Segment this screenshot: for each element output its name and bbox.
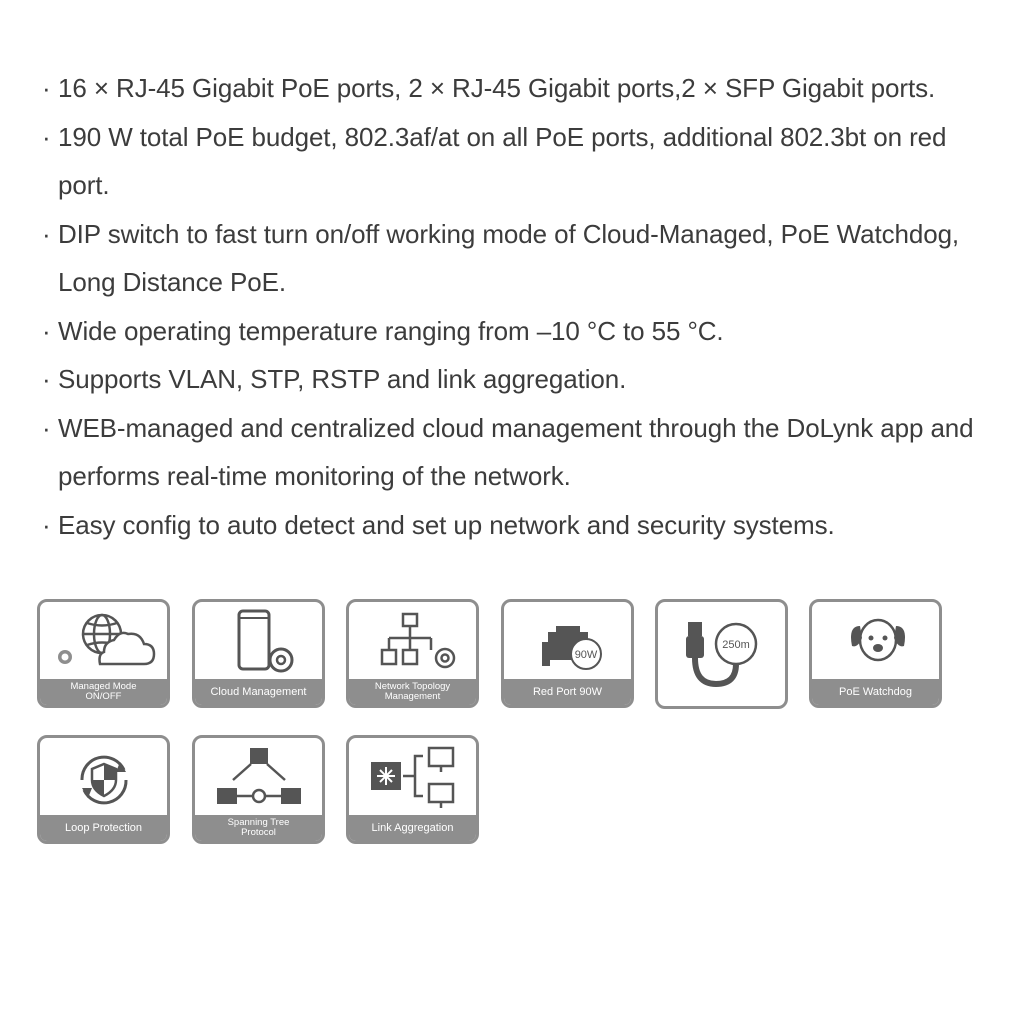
- network-topology-tile: [346, 599, 479, 708]
- poe-watchdog-tile: [809, 599, 942, 708]
- managed-mode-tile: [37, 599, 170, 708]
- feature-item: · Supports VLAN, STP, RSTP and link aggregation.: [42, 364, 627, 394]
- tile-label: Link Aggregation: [349, 815, 476, 841]
- long-distance-tile: [655, 599, 788, 709]
- cloud-management-tile: [192, 599, 325, 708]
- link-aggregation-tile: [346, 735, 479, 844]
- link-aggregation-icon: [349, 738, 476, 818]
- phone-gear-icon: [195, 602, 322, 682]
- spanning-tree-icon: [195, 738, 322, 818]
- globe-cloud-icon: [40, 602, 167, 682]
- tile-label: Network Topology Management: [349, 679, 476, 705]
- tile-label: Managed Mode ON/OFF: [40, 679, 167, 705]
- tile-label: Loop Protection: [40, 815, 167, 841]
- tile-label: Cloud Management: [195, 679, 322, 705]
- spanning-tree-tile: [192, 735, 325, 844]
- feature-item: · DIP switch to fast turn on/off working mode of Cloud-Managed, PoE Watchdog, Long Distance PoE.: [42, 218, 960, 297]
- loop-protection-tile: [37, 735, 170, 844]
- badge-250m: 250m: [722, 639, 750, 651]
- topology-icon: [349, 602, 476, 682]
- tile-label: PoE Watchdog: [812, 679, 939, 705]
- shield-loop-icon: [40, 738, 167, 818]
- tile-label: Red Port 90W: [504, 679, 631, 705]
- feature-item: · Wide operating temperature ranging from –10 °C to 55 °C.: [42, 315, 724, 346]
- dog-icon: [812, 602, 939, 682]
- feature-item: · 190 W total PoE budget, 802.3af/at on all PoE ports, additional 802.3bt on red port.: [42, 121, 947, 200]
- feature-item: · Easy config to auto detect and set up network and security systems.: [42, 509, 835, 540]
- cable-icon: [658, 602, 785, 706]
- feature-list: [40, 64, 980, 549]
- feature-item: · 16 × RJ-45 Gigabit PoE ports, 2 × RJ-45 Gigabit ports,2 × SFP Gigabit ports.: [42, 73, 936, 103]
- tile-label: Spanning Tree Protocol: [195, 815, 322, 841]
- badge-90w: 90W: [574, 649, 598, 661]
- red-port-tile: [501, 599, 634, 708]
- port-icon: [504, 602, 631, 682]
- feature-item: · WEB-managed and centralized cloud management through the DoLynk app and performs real-time monitoring of the network.: [42, 412, 974, 491]
